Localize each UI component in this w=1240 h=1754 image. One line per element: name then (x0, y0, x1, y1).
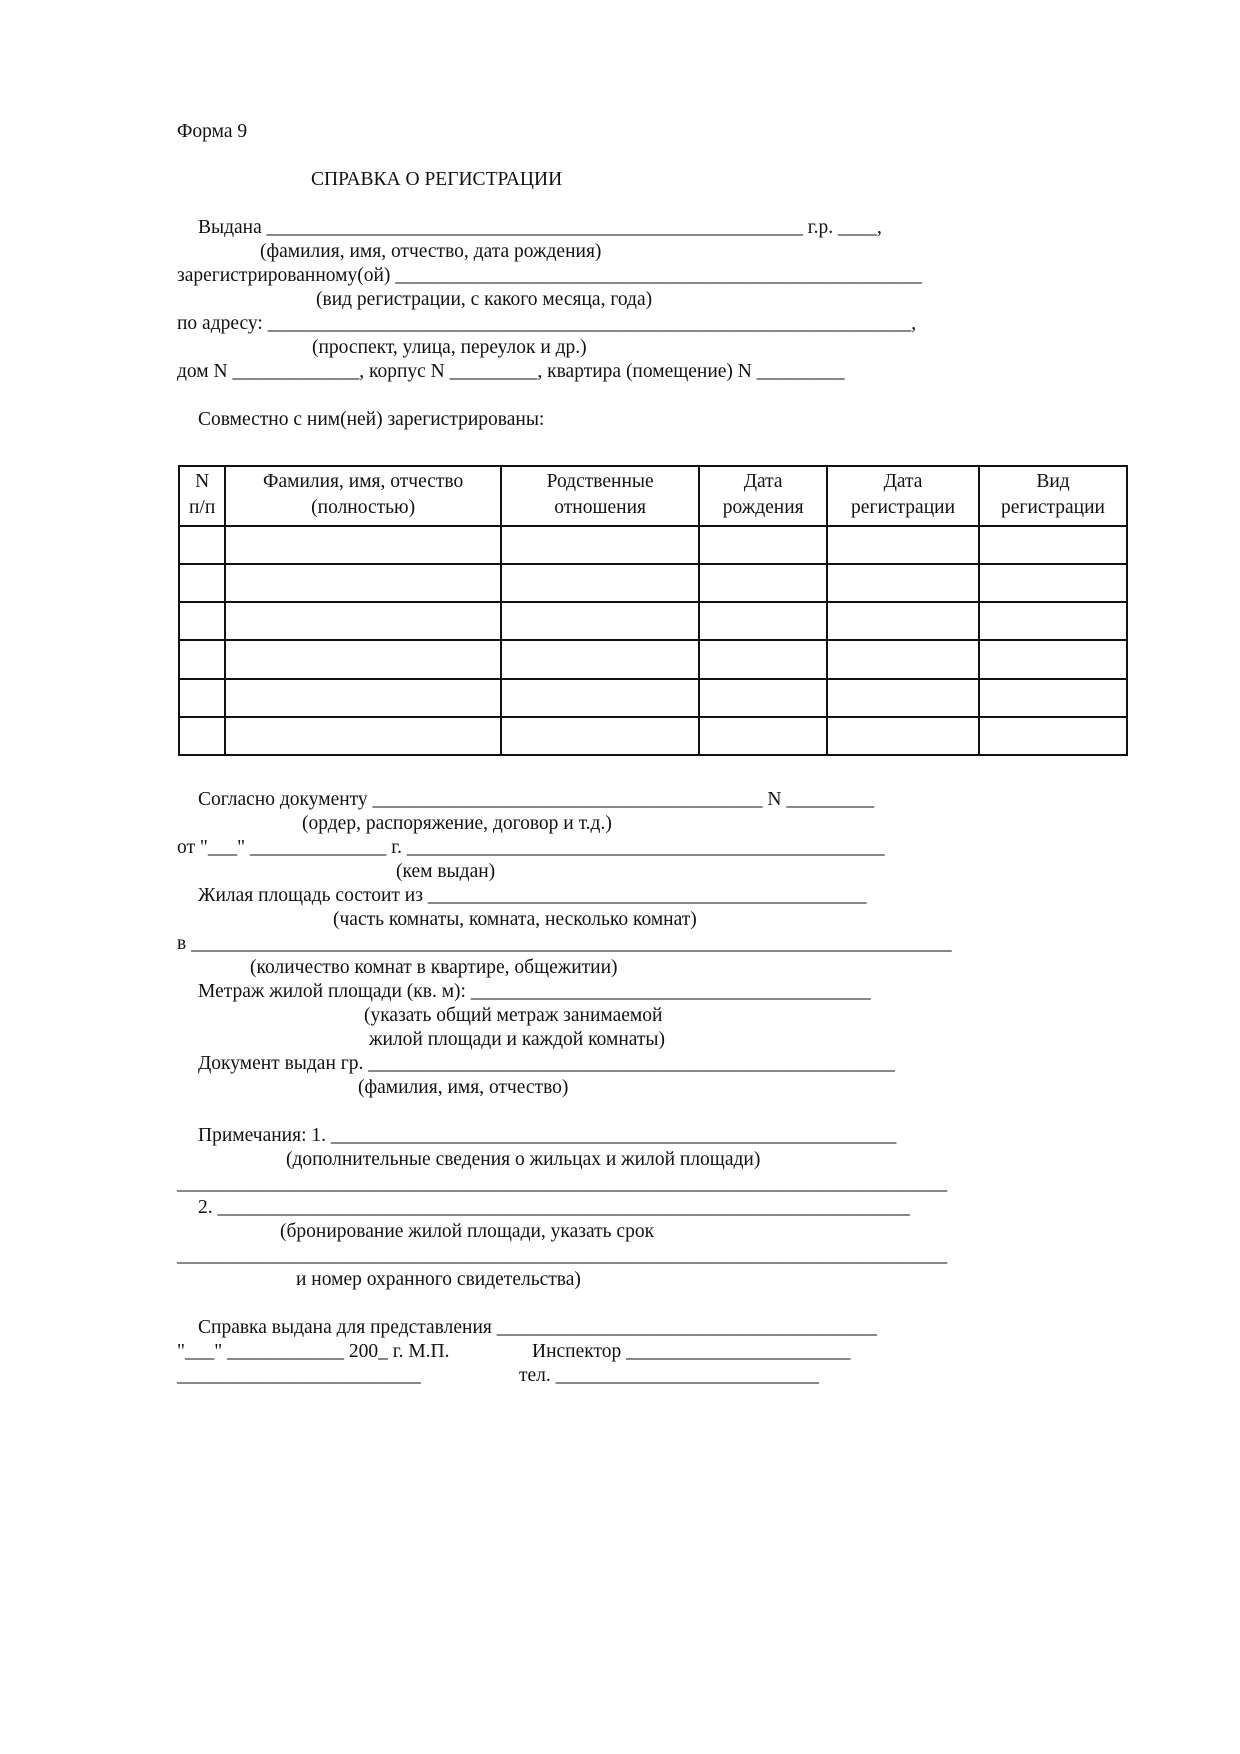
table-cell[interactable] (827, 564, 979, 602)
note-1-continuation[interactable]: _______________________________________________________________________________ (177, 1173, 948, 1194)
table-header-row (179, 466, 1127, 526)
document-holder-hint: (фамилия, имя, отчество) (358, 1077, 569, 1098)
column-label: Родственные (546, 471, 654, 492)
column-label: рождения (722, 497, 804, 518)
table-cell[interactable] (501, 602, 699, 640)
table-cell[interactable] (225, 640, 501, 678)
table-cell[interactable] (179, 717, 225, 755)
coresidents-table (178, 465, 1128, 756)
table-row (179, 526, 1127, 564)
form-label: Форма 9 (177, 121, 248, 142)
table-cell[interactable] (699, 679, 827, 717)
table-cell[interactable] (501, 679, 699, 717)
issue-date-line[interactable]: "___" ____________ 200_ г. М.П. (177, 1341, 450, 1362)
column-label: регистрации (1001, 497, 1105, 518)
table-cell[interactable] (827, 640, 979, 678)
coresidents-intro: Совместно с ним(ней) зарегистрированы: (198, 409, 545, 430)
table-cell[interactable] (979, 640, 1127, 678)
table-cell[interactable] (979, 717, 1127, 755)
area-line[interactable]: Метраж жилой площади (кв. м): _________________________________________ (198, 981, 871, 1002)
column-label: Фамилия, имя, отчество (263, 471, 464, 492)
note-2-hint-2: и номер охранного свидетельства) (296, 1269, 581, 1290)
table-row (179, 602, 1127, 640)
issued-to-hint: (фамилия, имя, отчество, дата рождения) (260, 241, 602, 262)
table-cell[interactable] (979, 679, 1127, 717)
table-cell[interactable] (699, 526, 827, 564)
table-cell[interactable] (225, 717, 501, 755)
column-label: Дата (743, 471, 783, 492)
column-registration-date (827, 466, 979, 526)
table-cell[interactable] (501, 717, 699, 755)
table-cell[interactable] (225, 526, 501, 564)
column-number (179, 466, 225, 526)
column-label: отношения (554, 497, 646, 518)
table-cell[interactable] (179, 679, 225, 717)
table-cell[interactable] (827, 526, 979, 564)
note-1-hint: (дополнительные сведения о жильцах и жилой площади) (286, 1149, 761, 1170)
house-line[interactable]: дом N _____________, корпус N _________, квартира (помещение) N _________ (177, 361, 845, 382)
table-row (179, 564, 1127, 602)
area-hint-2: жилой площади и каждой комнаты) (369, 1029, 666, 1050)
purpose-line[interactable]: Справка выдана для представления _______________________________________ (198, 1317, 877, 1338)
basis-document-hint: (ордер, распоряжение, договор и т.д.) (302, 813, 612, 834)
note-2-line[interactable]: 2. _______________________________________________________________________ (198, 1197, 910, 1218)
page-title: СПРАВКА О РЕГИСТРАЦИИ (311, 169, 563, 190)
inspector-line[interactable]: Инспектор _______________________ (532, 1341, 851, 1362)
column-label: N (195, 471, 210, 492)
column-birth-date (699, 466, 827, 526)
address-hint: (проспект, улица, переулок и др.) (312, 337, 587, 358)
registration-line[interactable]: зарегистрированному(ой) ______________________________________________________ (177, 265, 922, 286)
column-label: (полностью) (311, 497, 416, 518)
area-hint-1: (указать общий метраж занимаемой (364, 1005, 663, 1026)
basis-document-line[interactable]: Согласно документу ________________________________________ N _________ (198, 789, 875, 810)
table-cell[interactable] (501, 564, 699, 602)
table-cell[interactable] (979, 526, 1127, 564)
column-label: регистрации (851, 497, 956, 518)
rooms-line[interactable]: в ______________________________________________________________________________ (177, 933, 952, 954)
note-1-line[interactable]: Примечания: 1. __________________________________________________________ (198, 1125, 897, 1146)
table-cell[interactable] (225, 564, 501, 602)
table-cell[interactable] (699, 602, 827, 640)
table-cell[interactable] (225, 679, 501, 717)
registration-hint: (вид регистрации, с какого месяца, года) (316, 289, 653, 310)
table-row (179, 717, 1127, 755)
table-cell[interactable] (979, 564, 1127, 602)
signature-line[interactable]: _________________________ (177, 1365, 421, 1386)
living-space-hint: (часть комнаты, комната, несколько комнат) (333, 909, 697, 930)
living-space-line[interactable]: Жилая площадь состоит из _____________________________________________ (198, 885, 867, 906)
column-label: Дата (883, 471, 923, 492)
column-registration-type (979, 466, 1127, 526)
column-relationship (501, 466, 699, 526)
table-cell[interactable] (827, 602, 979, 640)
table-cell[interactable] (827, 717, 979, 755)
table-cell[interactable] (179, 640, 225, 678)
column-label: Вид (1036, 471, 1070, 492)
phone-line[interactable]: тел. ___________________________ (519, 1365, 819, 1386)
note-2-hint: (бронирование жилой площади, указать срок (280, 1221, 655, 1242)
issued-by-hint: (кем выдан) (396, 861, 496, 882)
table-cell[interactable] (179, 602, 225, 640)
table-cell[interactable] (827, 679, 979, 717)
column-label: п/п (188, 497, 216, 518)
note-2-continuation[interactable]: _______________________________________________________________________________ (177, 1245, 948, 1266)
table-cell[interactable] (699, 717, 827, 755)
table-row (179, 640, 1127, 678)
table-cell[interactable] (225, 602, 501, 640)
table-cell[interactable] (699, 640, 827, 678)
document-holder-line[interactable]: Документ выдан гр. ______________________________________________________ (198, 1053, 895, 1074)
table-cell[interactable] (979, 602, 1127, 640)
table-row (179, 679, 1127, 717)
column-full-name (225, 466, 501, 526)
table-cell[interactable] (179, 526, 225, 564)
document-date-line[interactable]: от "___" ______________ г. _________________________________________________ (177, 837, 885, 858)
table-cell[interactable] (179, 564, 225, 602)
table-cell[interactable] (501, 640, 699, 678)
table-cell[interactable] (501, 526, 699, 564)
address-line[interactable]: по адресу: __________________________________________________________________, (177, 313, 917, 334)
issued-to-line[interactable]: Выдана _______________________________________________________ г.р. ____, (198, 217, 882, 238)
table-cell[interactable] (699, 564, 827, 602)
rooms-hint: (количество комнат в квартире, общежитии) (250, 957, 618, 978)
